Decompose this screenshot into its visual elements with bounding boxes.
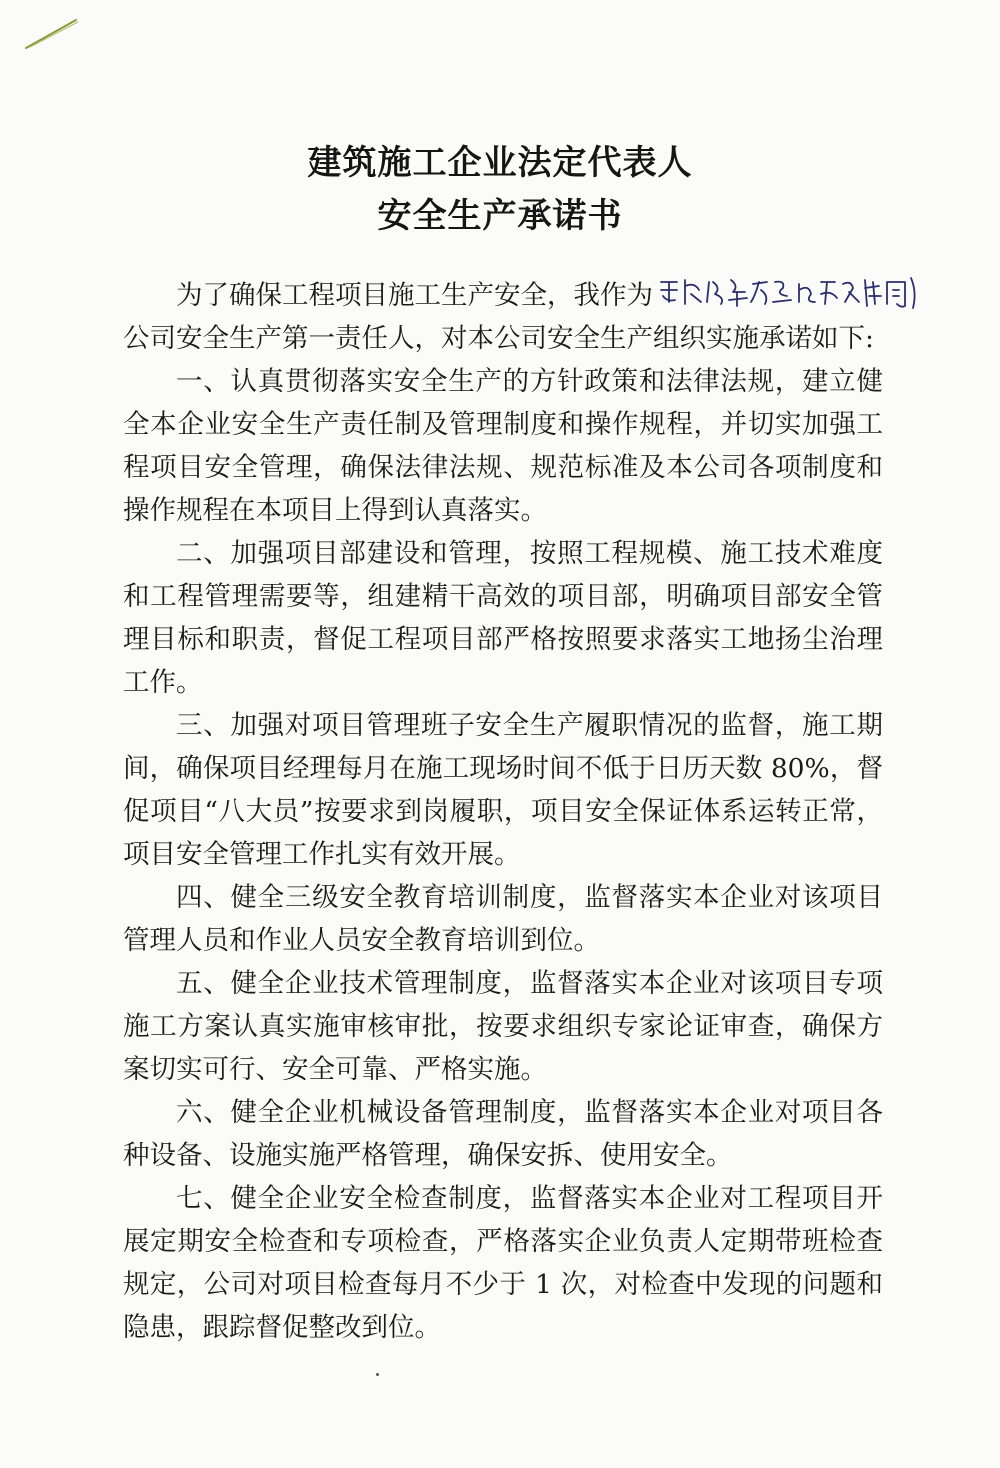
document-body [123, 272, 883, 1349]
paragraph-3: 三、加强对项目管理班子安全生产履职情况的监督，施工期间，确保项目经理每月在施工现场时间不低于日历天数 80%，督促项目“八大员”按要求到岗履职，项目安全保证体系运转正常，项目安全管理工作扎实有效开展。 [123, 710, 883, 870]
paragraph-5: 五、健全企业技术管理制度，监督落实本企业对该项目专项施工方案认真实施审核审批，按要求组织专家论证审查，确保方案切实可行、安全可靠、严格实施。 [123, 968, 883, 1085]
stray-dot [376, 1373, 379, 1376]
handwritten-company-name [655, 272, 923, 312]
paragraph-1: 一、认真贯彻落实安全生产的方针政策和法律法规，建立健全本企业安全生产责任制及管理制度和操作规程，并切实加强工程项目安全管理，确保法律法规、规范标准及本公司各项制度和操作规程在本项目上得到认真落实。 [123, 366, 883, 526]
paragraph-2: 二、加强项目部建设和管理，按照工程规模、施工技术难度和工程管理需要等，组建精干高效的项目部，明确项目部安全管理目标和职责，督促工程项目部严格按照要求落实工地扬尘治理工作。 [123, 538, 883, 698]
intro-continuation: 公司安全生产第一责任人，对本公司安全生产组织实施承诺如下: [123, 323, 874, 354]
pen-mark-icon [22, 14, 82, 54]
paragraph-4: 四、健全三级安全教育培训制度，监督落实本企业对该项目管理人员和作业人员安全教育培训到位。 [123, 882, 883, 956]
handwriting-signature-icon [655, 272, 923, 312]
document-title-line1: 建筑施工企业法定代表人 [307, 143, 693, 183]
paragraph-6: 六、健全企业机械设备管理制度，监督落实本企业对项目各种设备、设施实施严格管理，确保安拆、使用安全。 [123, 1097, 883, 1171]
intro-line [123, 272, 883, 317]
paragraph-7: 七、健全企业安全检查制度，监督落实本企业对工程项目开展定期安全检查和专项检查，严格落实企业负责人定期带班检查规定，公司对项目检查每月不少于 1 次，对检查中发现的问题和隐患，跟踪督促整改到位。 [123, 1183, 883, 1343]
document-title-line2: 安全生产承诺书 [377, 196, 623, 236]
intro-prefix: 为了确保工程项目施工生产安全，我作为 [176, 280, 653, 311]
